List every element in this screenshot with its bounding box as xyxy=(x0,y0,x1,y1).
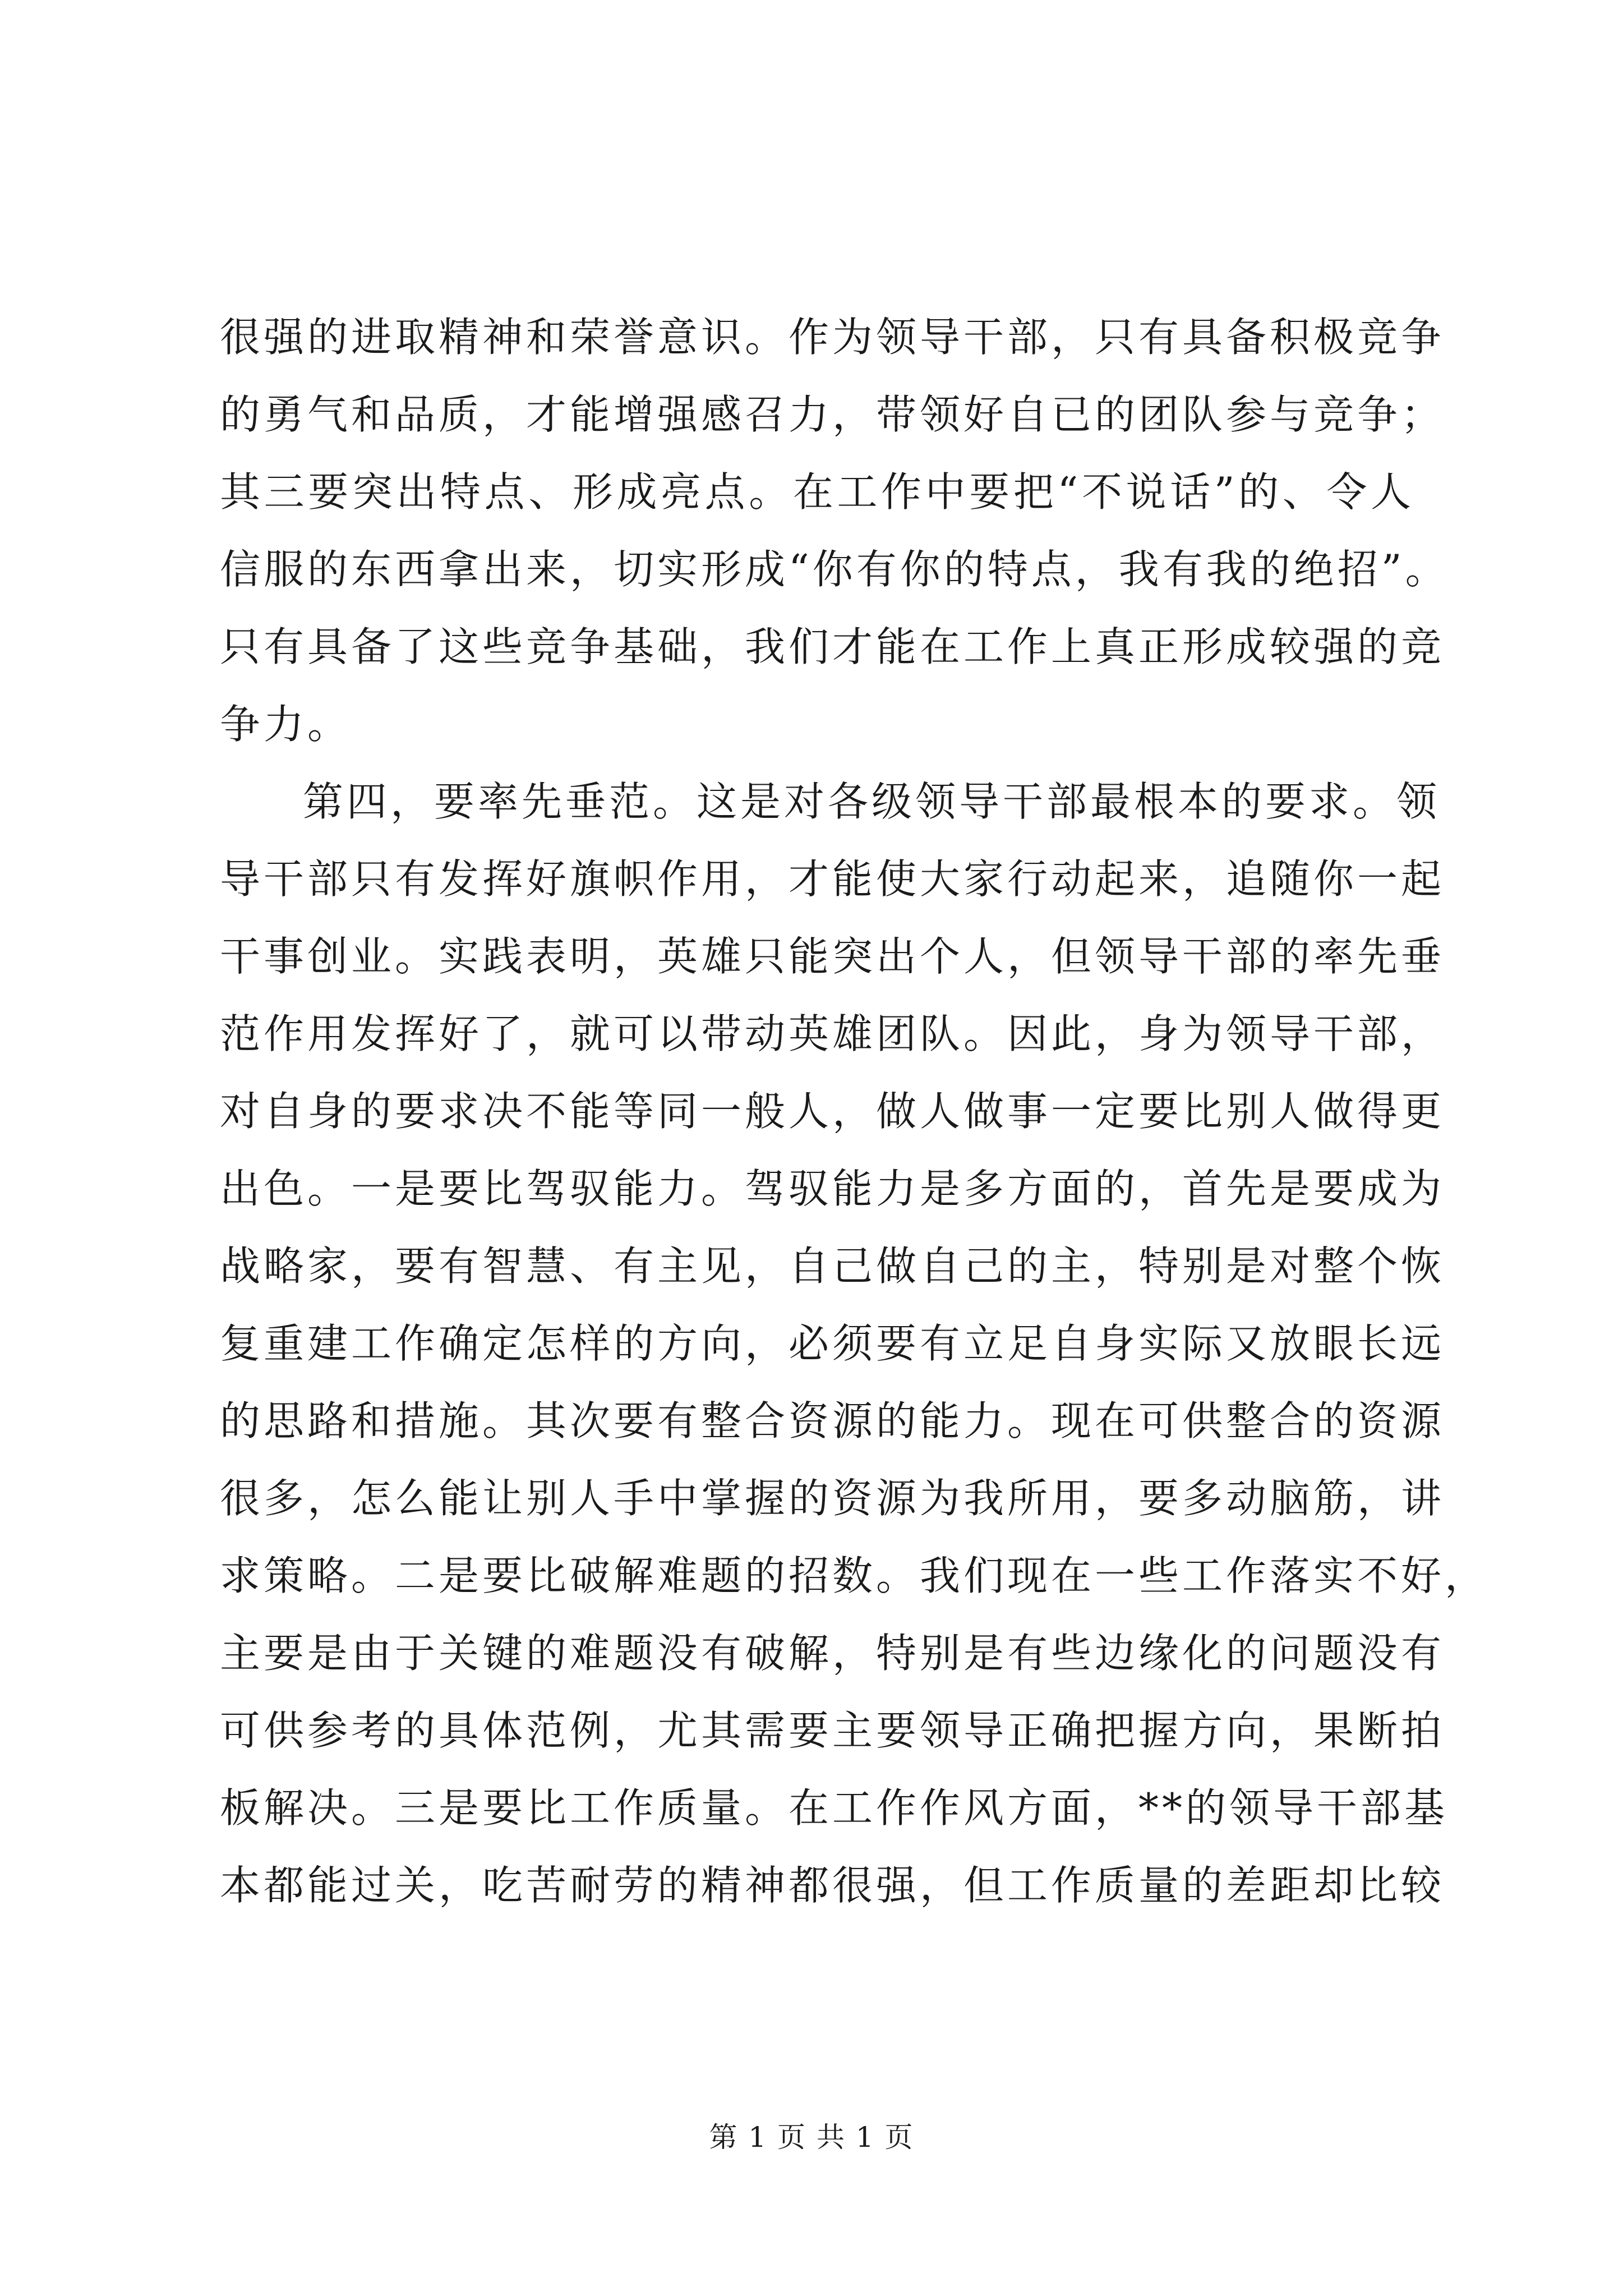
text-line: 范作用发挥好了，就可以带动英雄团队。因此，身为领导干部， xyxy=(220,1010,1445,1057)
text-line: 导干部只有发挥好旗帜作用，才能使大家行动起来，追随你一起 xyxy=(220,855,1445,903)
text-line: 板解决。三是要比工作质量。在工作作风方面，**的领导干部基 xyxy=(220,1784,1449,1832)
text-line: 信服的东西拿出来，切实形成“你有你的特点，我有我的绝招”。 xyxy=(220,546,1449,593)
text-line: 战略家，要有智慧、有主见，自己做自己的主，特别是对整个恢 xyxy=(220,1243,1445,1290)
text-line: 对自身的要求决不能等同一般人，做人做事一定要比别人做得更 xyxy=(220,1088,1445,1135)
text-line: 其三要突出特点、形成亮点。在工作中要把“不说话”的、令人 xyxy=(220,468,1414,516)
text-line: 可供参考的具体范例，尤其需要主要领导正确把握方向，果断拍 xyxy=(220,1707,1445,1754)
text-line: 很多，怎么能让别人手中掌握的资源为我所用，要多动脑筋，讲 xyxy=(220,1475,1445,1522)
text-line: 本都能过关，吃苦耐劳的精神都很强，但工作质量的差距却比较 xyxy=(220,1862,1445,1909)
text-line: 的勇气和品质，才能增强感召力，带领好自已的团队参与竞争； xyxy=(220,391,1445,438)
text-line: 主要是由于关键的难题没有破解，特别是有些边缘化的问题没有 xyxy=(220,1630,1445,1677)
text-line: 很强的进取精神和荣誉意识。作为领导干部，只有具备积极竞争 xyxy=(220,314,1445,361)
text-line: 第四，要率先垂范。这是对各级领导干部最根本的要求。领 xyxy=(303,778,1441,825)
text-line: 只有具备了这些竞争基础，我们才能在工作上真正形成较强的竞 xyxy=(220,623,1445,670)
text-line: 出色。一是要比驾驭能力。驾驭能力是多方面的，首先是要成为 xyxy=(220,1165,1445,1212)
text-line: 求策略。二是要比破解难题的招数。我们现在一些工作落实不好， xyxy=(220,1552,1489,1599)
text-line: 复重建工作确定怎样的方向，必须要有立足自身实际又放眼长远 xyxy=(220,1320,1445,1367)
text-line: 干事创业。实践表明，英雄只能突出个人，但领导干部的率先垂 xyxy=(220,933,1445,980)
page-number-footer: 第 1 页 共 1 页 xyxy=(709,2121,914,2154)
text-line: 的思路和措施。其次要有整合资源的能力。现在可供整合的资源 xyxy=(220,1397,1445,1444)
text-line: 争力。 xyxy=(220,701,352,748)
